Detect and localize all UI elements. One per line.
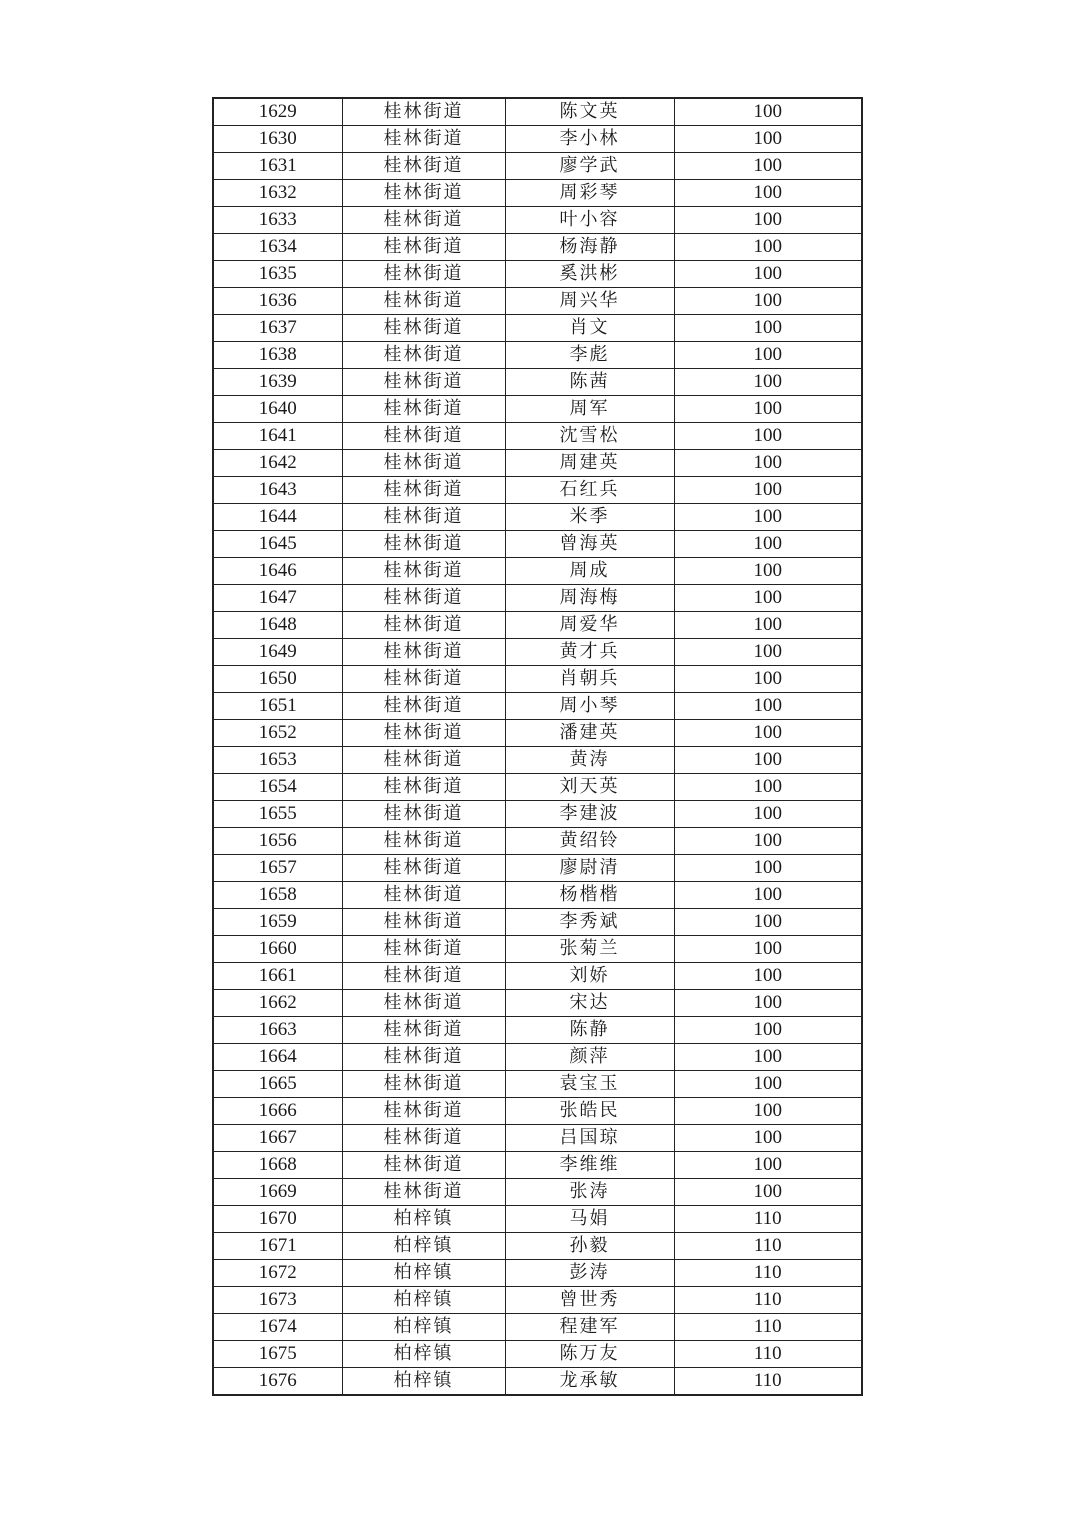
amount-cell: 100 (674, 909, 862, 936)
street-town-cell: 桂林街道 (342, 990, 505, 1017)
table-row (213, 1206, 862, 1233)
serial-number-cell: 1634 (213, 234, 342, 261)
amount-cell: 100 (674, 882, 862, 909)
street-town-cell: 桂林街道 (342, 693, 505, 720)
serial-number-cell: 1672 (213, 1260, 342, 1287)
amount-cell: 110 (674, 1314, 862, 1341)
amount-cell: 100 (674, 261, 862, 288)
table-row (213, 585, 862, 612)
street-town-cell: 桂林街道 (342, 504, 505, 531)
street-town-cell: 桂林街道 (342, 1071, 505, 1098)
serial-number-cell: 1635 (213, 261, 342, 288)
amount-cell: 100 (674, 450, 862, 477)
amount-cell: 100 (674, 423, 862, 450)
serial-number-cell: 1675 (213, 1341, 342, 1368)
street-town-cell: 桂林街道 (342, 234, 505, 261)
table-row (213, 1071, 862, 1098)
amount-cell: 100 (674, 234, 862, 261)
street-town-cell: 桂林街道 (342, 207, 505, 234)
person-name-cell: 彭涛 (505, 1260, 674, 1287)
street-town-cell: 桂林街道 (342, 963, 505, 990)
serial-number-cell: 1636 (213, 288, 342, 315)
street-town-cell: 桂林街道 (342, 666, 505, 693)
person-name-cell: 周小琴 (505, 693, 674, 720)
amount-cell: 100 (674, 504, 862, 531)
person-name-cell: 李秀斌 (505, 909, 674, 936)
serial-number-cell: 1645 (213, 531, 342, 558)
serial-number-cell: 1647 (213, 585, 342, 612)
person-name-cell: 陈万友 (505, 1341, 674, 1368)
table-row (213, 180, 862, 207)
amount-cell: 100 (674, 666, 862, 693)
person-name-cell: 奚洪彬 (505, 261, 674, 288)
serial-number-cell: 1671 (213, 1233, 342, 1260)
serial-number-cell: 1653 (213, 747, 342, 774)
amount-cell: 100 (674, 612, 862, 639)
amount-cell: 100 (674, 855, 862, 882)
street-town-cell: 桂林街道 (342, 126, 505, 153)
street-town-cell: 桂林街道 (342, 855, 505, 882)
serial-number-cell: 1643 (213, 477, 342, 504)
person-name-cell: 周兴华 (505, 288, 674, 315)
street-town-cell: 柏梓镇 (342, 1368, 505, 1396)
person-name-cell: 叶小容 (505, 207, 674, 234)
person-name-cell: 张菊兰 (505, 936, 674, 963)
serial-number-cell: 1644 (213, 504, 342, 531)
amount-cell: 110 (674, 1368, 862, 1396)
table-row (213, 1179, 862, 1206)
person-name-cell: 石红兵 (505, 477, 674, 504)
table-row (213, 1368, 862, 1396)
amount-cell: 100 (674, 639, 862, 666)
amount-cell: 100 (674, 1071, 862, 1098)
person-name-cell: 马娟 (505, 1206, 674, 1233)
serial-number-cell: 1631 (213, 153, 342, 180)
person-name-cell: 李维维 (505, 1152, 674, 1179)
serial-number-cell: 1665 (213, 1071, 342, 1098)
table-row (213, 315, 862, 342)
table-row (213, 98, 862, 126)
amount-cell: 100 (674, 288, 862, 315)
table-row (213, 369, 862, 396)
street-town-cell: 柏梓镇 (342, 1260, 505, 1287)
table-row (213, 1233, 862, 1260)
street-town-cell: 桂林街道 (342, 1125, 505, 1152)
street-town-cell: 桂林街道 (342, 882, 505, 909)
person-name-cell: 曾海英 (505, 531, 674, 558)
table-row (213, 666, 862, 693)
amount-cell: 100 (674, 98, 862, 126)
person-name-cell: 孙毅 (505, 1233, 674, 1260)
table-row (213, 693, 862, 720)
table-row (213, 153, 862, 180)
serial-number-cell: 1657 (213, 855, 342, 882)
street-town-cell: 桂林街道 (342, 774, 505, 801)
amount-cell: 110 (674, 1341, 862, 1368)
person-name-cell: 刘天英 (505, 774, 674, 801)
serial-number-cell: 1637 (213, 315, 342, 342)
table-row (213, 423, 862, 450)
serial-number-cell: 1646 (213, 558, 342, 585)
serial-number-cell: 1648 (213, 612, 342, 639)
table-row (213, 936, 862, 963)
serial-number-cell: 1674 (213, 1314, 342, 1341)
serial-number-cell: 1663 (213, 1017, 342, 1044)
amount-cell: 100 (674, 693, 862, 720)
serial-number-cell: 1669 (213, 1179, 342, 1206)
person-name-cell: 黄涛 (505, 747, 674, 774)
person-name-cell: 陈文英 (505, 98, 674, 126)
person-name-cell: 李彪 (505, 342, 674, 369)
table-row (213, 504, 862, 531)
person-name-cell: 李小林 (505, 126, 674, 153)
street-town-cell: 桂林街道 (342, 558, 505, 585)
street-town-cell: 柏梓镇 (342, 1206, 505, 1233)
amount-cell: 100 (674, 1017, 862, 1044)
person-name-cell: 黄才兵 (505, 639, 674, 666)
amount-cell: 100 (674, 342, 862, 369)
street-town-cell: 桂林街道 (342, 936, 505, 963)
serial-number-cell: 1630 (213, 126, 342, 153)
street-town-cell: 桂林街道 (342, 98, 505, 126)
street-town-cell: 桂林街道 (342, 639, 505, 666)
amount-cell: 100 (674, 396, 862, 423)
table-row (213, 747, 862, 774)
amount-cell: 100 (674, 207, 862, 234)
person-name-cell: 杨楷楷 (505, 882, 674, 909)
amount-cell: 100 (674, 720, 862, 747)
amount-cell: 100 (674, 801, 862, 828)
street-town-cell: 桂林街道 (342, 1017, 505, 1044)
person-name-cell: 周军 (505, 396, 674, 423)
table-row (213, 1098, 862, 1125)
amount-cell: 100 (674, 1098, 862, 1125)
person-name-cell: 肖朝兵 (505, 666, 674, 693)
person-name-cell: 周彩琴 (505, 180, 674, 207)
person-name-cell: 周成 (505, 558, 674, 585)
person-name-cell: 杨海静 (505, 234, 674, 261)
amount-cell: 100 (674, 747, 862, 774)
table-row (213, 261, 862, 288)
table-row (213, 1314, 862, 1341)
table-row (213, 234, 862, 261)
amount-cell: 100 (674, 531, 862, 558)
person-name-cell: 曾世秀 (505, 1287, 674, 1314)
person-name-cell: 张皓民 (505, 1098, 674, 1125)
amount-cell: 100 (674, 477, 862, 504)
person-name-cell: 周建英 (505, 450, 674, 477)
serial-number-cell: 1639 (213, 369, 342, 396)
street-town-cell: 桂林街道 (342, 153, 505, 180)
person-name-cell: 肖文 (505, 315, 674, 342)
serial-number-cell: 1651 (213, 693, 342, 720)
amount-cell: 100 (674, 180, 862, 207)
table-row (213, 1125, 862, 1152)
serial-number-cell: 1632 (213, 180, 342, 207)
person-name-cell: 程建军 (505, 1314, 674, 1341)
serial-number-cell: 1662 (213, 990, 342, 1017)
serial-number-cell: 1668 (213, 1152, 342, 1179)
street-town-cell: 桂林街道 (342, 1152, 505, 1179)
table-row (213, 882, 862, 909)
table-row (213, 612, 862, 639)
serial-number-cell: 1655 (213, 801, 342, 828)
table-row (213, 963, 862, 990)
street-town-cell: 桂林街道 (342, 747, 505, 774)
amount-cell: 100 (674, 1152, 862, 1179)
person-name-cell: 吕国琼 (505, 1125, 674, 1152)
serial-number-cell: 1650 (213, 666, 342, 693)
street-town-cell: 桂林街道 (342, 450, 505, 477)
serial-number-cell: 1659 (213, 909, 342, 936)
roster-table (212, 97, 863, 1396)
street-town-cell: 桂林街道 (342, 720, 505, 747)
table-row (213, 531, 862, 558)
person-name-cell: 袁宝玉 (505, 1071, 674, 1098)
table-row (213, 828, 862, 855)
amount-cell: 110 (674, 1206, 862, 1233)
street-town-cell: 桂林街道 (342, 315, 505, 342)
table-row (213, 450, 862, 477)
table-row (213, 1287, 862, 1314)
street-town-cell: 柏梓镇 (342, 1233, 505, 1260)
amount-cell: 110 (674, 1260, 862, 1287)
serial-number-cell: 1649 (213, 639, 342, 666)
amount-cell: 100 (674, 153, 862, 180)
street-town-cell: 柏梓镇 (342, 1314, 505, 1341)
table-row (213, 801, 862, 828)
person-name-cell: 刘娇 (505, 963, 674, 990)
serial-number-cell: 1641 (213, 423, 342, 450)
street-town-cell: 桂林街道 (342, 1179, 505, 1206)
street-town-cell: 桂林街道 (342, 801, 505, 828)
street-town-cell: 桂林街道 (342, 288, 505, 315)
amount-cell: 110 (674, 1233, 862, 1260)
amount-cell: 100 (674, 936, 862, 963)
table-row (213, 126, 862, 153)
serial-number-cell: 1642 (213, 450, 342, 477)
serial-number-cell: 1638 (213, 342, 342, 369)
street-town-cell: 桂林街道 (342, 180, 505, 207)
table-row (213, 558, 862, 585)
person-name-cell: 廖学武 (505, 153, 674, 180)
street-town-cell: 桂林街道 (342, 531, 505, 558)
serial-number-cell: 1633 (213, 207, 342, 234)
serial-number-cell: 1661 (213, 963, 342, 990)
amount-cell: 100 (674, 963, 862, 990)
table-row (213, 855, 862, 882)
street-town-cell: 桂林街道 (342, 909, 505, 936)
person-name-cell: 沈雪松 (505, 423, 674, 450)
street-town-cell: 桂林街道 (342, 423, 505, 450)
street-town-cell: 桂林街道 (342, 477, 505, 504)
amount-cell: 100 (674, 1125, 862, 1152)
serial-number-cell: 1629 (213, 98, 342, 126)
person-name-cell: 颜萍 (505, 1044, 674, 1071)
serial-number-cell: 1660 (213, 936, 342, 963)
person-name-cell: 廖尉清 (505, 855, 674, 882)
street-town-cell: 桂林街道 (342, 369, 505, 396)
serial-number-cell: 1673 (213, 1287, 342, 1314)
person-name-cell: 周海梅 (505, 585, 674, 612)
table-row (213, 1017, 862, 1044)
street-town-cell: 柏梓镇 (342, 1341, 505, 1368)
amount-cell: 100 (674, 369, 862, 396)
person-name-cell: 李建波 (505, 801, 674, 828)
table-row (213, 639, 862, 666)
table-row (213, 1260, 862, 1287)
serial-number-cell: 1654 (213, 774, 342, 801)
amount-cell: 100 (674, 828, 862, 855)
table-row (213, 288, 862, 315)
amount-cell: 100 (674, 315, 862, 342)
table-row (213, 720, 862, 747)
table-row (213, 342, 862, 369)
street-town-cell: 桂林街道 (342, 1098, 505, 1125)
street-town-cell: 桂林街道 (342, 342, 505, 369)
person-name-cell: 潘建英 (505, 720, 674, 747)
amount-cell: 100 (674, 126, 862, 153)
serial-number-cell: 1667 (213, 1125, 342, 1152)
amount-cell: 100 (674, 774, 862, 801)
table-row (213, 990, 862, 1017)
table-row (213, 477, 862, 504)
person-name-cell: 陈茜 (505, 369, 674, 396)
street-town-cell: 桂林街道 (342, 828, 505, 855)
serial-number-cell: 1664 (213, 1044, 342, 1071)
amount-cell: 100 (674, 558, 862, 585)
person-name-cell: 周爱华 (505, 612, 674, 639)
table-row (213, 396, 862, 423)
amount-cell: 100 (674, 990, 862, 1017)
table-row (213, 1152, 862, 1179)
table-row (213, 1044, 862, 1071)
street-town-cell: 桂林街道 (342, 261, 505, 288)
serial-number-cell: 1658 (213, 882, 342, 909)
street-town-cell: 桂林街道 (342, 612, 505, 639)
table-row (213, 909, 862, 936)
person-name-cell: 黄绍铃 (505, 828, 674, 855)
serial-number-cell: 1652 (213, 720, 342, 747)
serial-number-cell: 1666 (213, 1098, 342, 1125)
amount-cell: 100 (674, 585, 862, 612)
person-name-cell: 张涛 (505, 1179, 674, 1206)
person-name-cell: 龙承敏 (505, 1368, 674, 1396)
amount-cell: 100 (674, 1179, 862, 1206)
table-row (213, 1341, 862, 1368)
amount-cell: 110 (674, 1287, 862, 1314)
person-name-cell: 米季 (505, 504, 674, 531)
person-name-cell: 陈静 (505, 1017, 674, 1044)
street-town-cell: 桂林街道 (342, 396, 505, 423)
street-town-cell: 桂林街道 (342, 585, 505, 612)
roster-table-body (213, 98, 862, 1395)
street-town-cell: 柏梓镇 (342, 1287, 505, 1314)
street-town-cell: 桂林街道 (342, 1044, 505, 1071)
serial-number-cell: 1656 (213, 828, 342, 855)
table-row (213, 774, 862, 801)
amount-cell: 100 (674, 1044, 862, 1071)
serial-number-cell: 1640 (213, 396, 342, 423)
table-row (213, 207, 862, 234)
serial-number-cell: 1676 (213, 1368, 342, 1396)
person-name-cell: 宋达 (505, 990, 674, 1017)
serial-number-cell: 1670 (213, 1206, 342, 1233)
